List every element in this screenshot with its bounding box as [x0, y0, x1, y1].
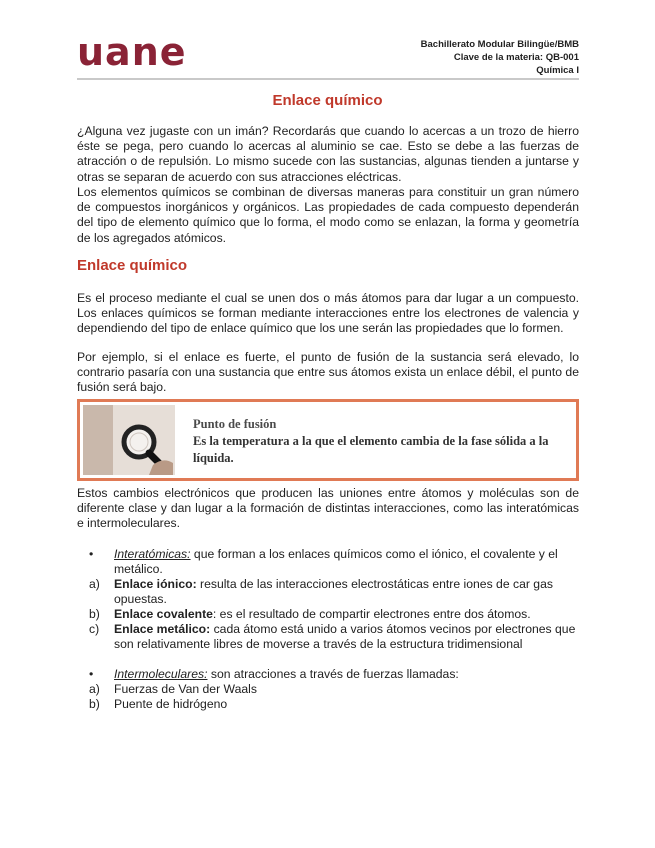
list-marker: b): [89, 697, 100, 711]
melting-point-figure: [77, 399, 579, 481]
course-name: Química I: [536, 65, 579, 76]
list-marker: b): [89, 607, 100, 621]
ionic-bond-text: resulta de las interacciones electrostáticas entre iones de car gas opuestas.: [114, 577, 553, 606]
page-title: Enlace químico: [272, 92, 383, 109]
program-name: Bachillerato Modular Bilingüe/BMB: [420, 39, 579, 50]
magnifying-glass-image: [83, 405, 175, 475]
header-divider: [77, 78, 579, 80]
section-title: Enlace químico: [77, 257, 188, 274]
list-item: [77, 547, 579, 577]
list-item: [77, 682, 579, 697]
bond-types-paragraph: Estos cambios electrónicos que producen las uniones entre átomos y moléculas son de diferente clase y dan lugar a la formación de distintas interacciones, como las interatómicas e intermoleculares.: [77, 486, 579, 531]
list-marker: a): [89, 577, 100, 591]
intermolecular-text: son atracciones a través de fuerzas llamadas:: [207, 667, 459, 681]
van-der-waals-text: Fuerzas de Van der Waals: [114, 682, 257, 696]
course-code: Clave de la materia: QB-001: [453, 52, 579, 63]
list-item: [77, 607, 579, 622]
example-paragraph: Por ejemplo, si el enlace es fuerte, el punto de fusión de la sustancia será elevado, lo contrario pasaría con una sustancia que entre sus átomos exista un enlace débil, el punto de fusión será bajo.: [77, 350, 579, 395]
intro-paragraph-2: Los elementos químicos se combinan de diversas maneras para constituir un gran número de compuestos inorgánicos y orgánicos. Las propiedades de cada compuesto dependerán del tipo de elemento químico que lo forma, el modo como se enlazan, la forma y geometría de los agregados atómicos.: [77, 185, 579, 245]
list-marker: a): [89, 682, 100, 696]
list-marker: c): [89, 622, 100, 636]
interatomic-text: que forman a los enlaces químicos como el iónico, el covalente y el metálico.: [114, 547, 558, 576]
bullet: •: [89, 547, 94, 561]
intro-paragraph-1: ¿Alguna vez jugaste con un imán? Recordarás que cuando lo acercas a un trozo de hierro éste se pega, pero cuando lo acercas al aluminio se cae. Esto se debe a las fuerzas de atracción o de repulsión. Lo mismo sucede con las sustancias, algunas tienden a juntarse y otras se separan de acuerdo con sus atracciones eléctricas.: [77, 124, 579, 184]
interatomic-list: [77, 547, 579, 652]
list-item: [77, 577, 579, 607]
figure-definition: Es la temperatura a la que el elemento cambia de la fase sólida a la líquida.: [193, 434, 549, 465]
list-item: [77, 697, 579, 712]
hydrogen-bond-text: Puente de hidrógeno: [114, 697, 228, 711]
ionic-bond-term: Enlace iónico:: [114, 577, 197, 591]
interatomic-label: Interatómicas:: [114, 547, 191, 561]
definition-paragraph: Es el proceso mediante el cual se unen dos o más átomos para dar lugar a un compuesto. Los enlaces químicos se forman mediante interacciones entre los electrones de valencia y dependiendo del tipo de enlace químico que los une serán las propiedades que lo formen.: [77, 291, 579, 336]
uane-logo: uane: [77, 30, 187, 74]
bullet: •: [89, 667, 94, 681]
covalent-bond-term: Enlace covalente: [114, 607, 213, 621]
header-info: [421, 38, 579, 77]
metallic-bond-term: Enlace metálico:: [114, 622, 211, 636]
covalent-bond-text: : es el resultado de compartir electrones entre dos átomos.: [212, 607, 531, 621]
figure-term: Punto de fusión: [193, 417, 277, 431]
list-item: [77, 667, 579, 682]
metallic-bond-text: cada átomo está unido a varios átomos vecinos por electrones que son relativamente libres de moverse a través de la estructura tridimensional: [114, 622, 576, 651]
list-item: [77, 622, 579, 652]
intermolecular-list: [77, 667, 579, 712]
intermolecular-label: Intermoleculares:: [114, 667, 208, 681]
